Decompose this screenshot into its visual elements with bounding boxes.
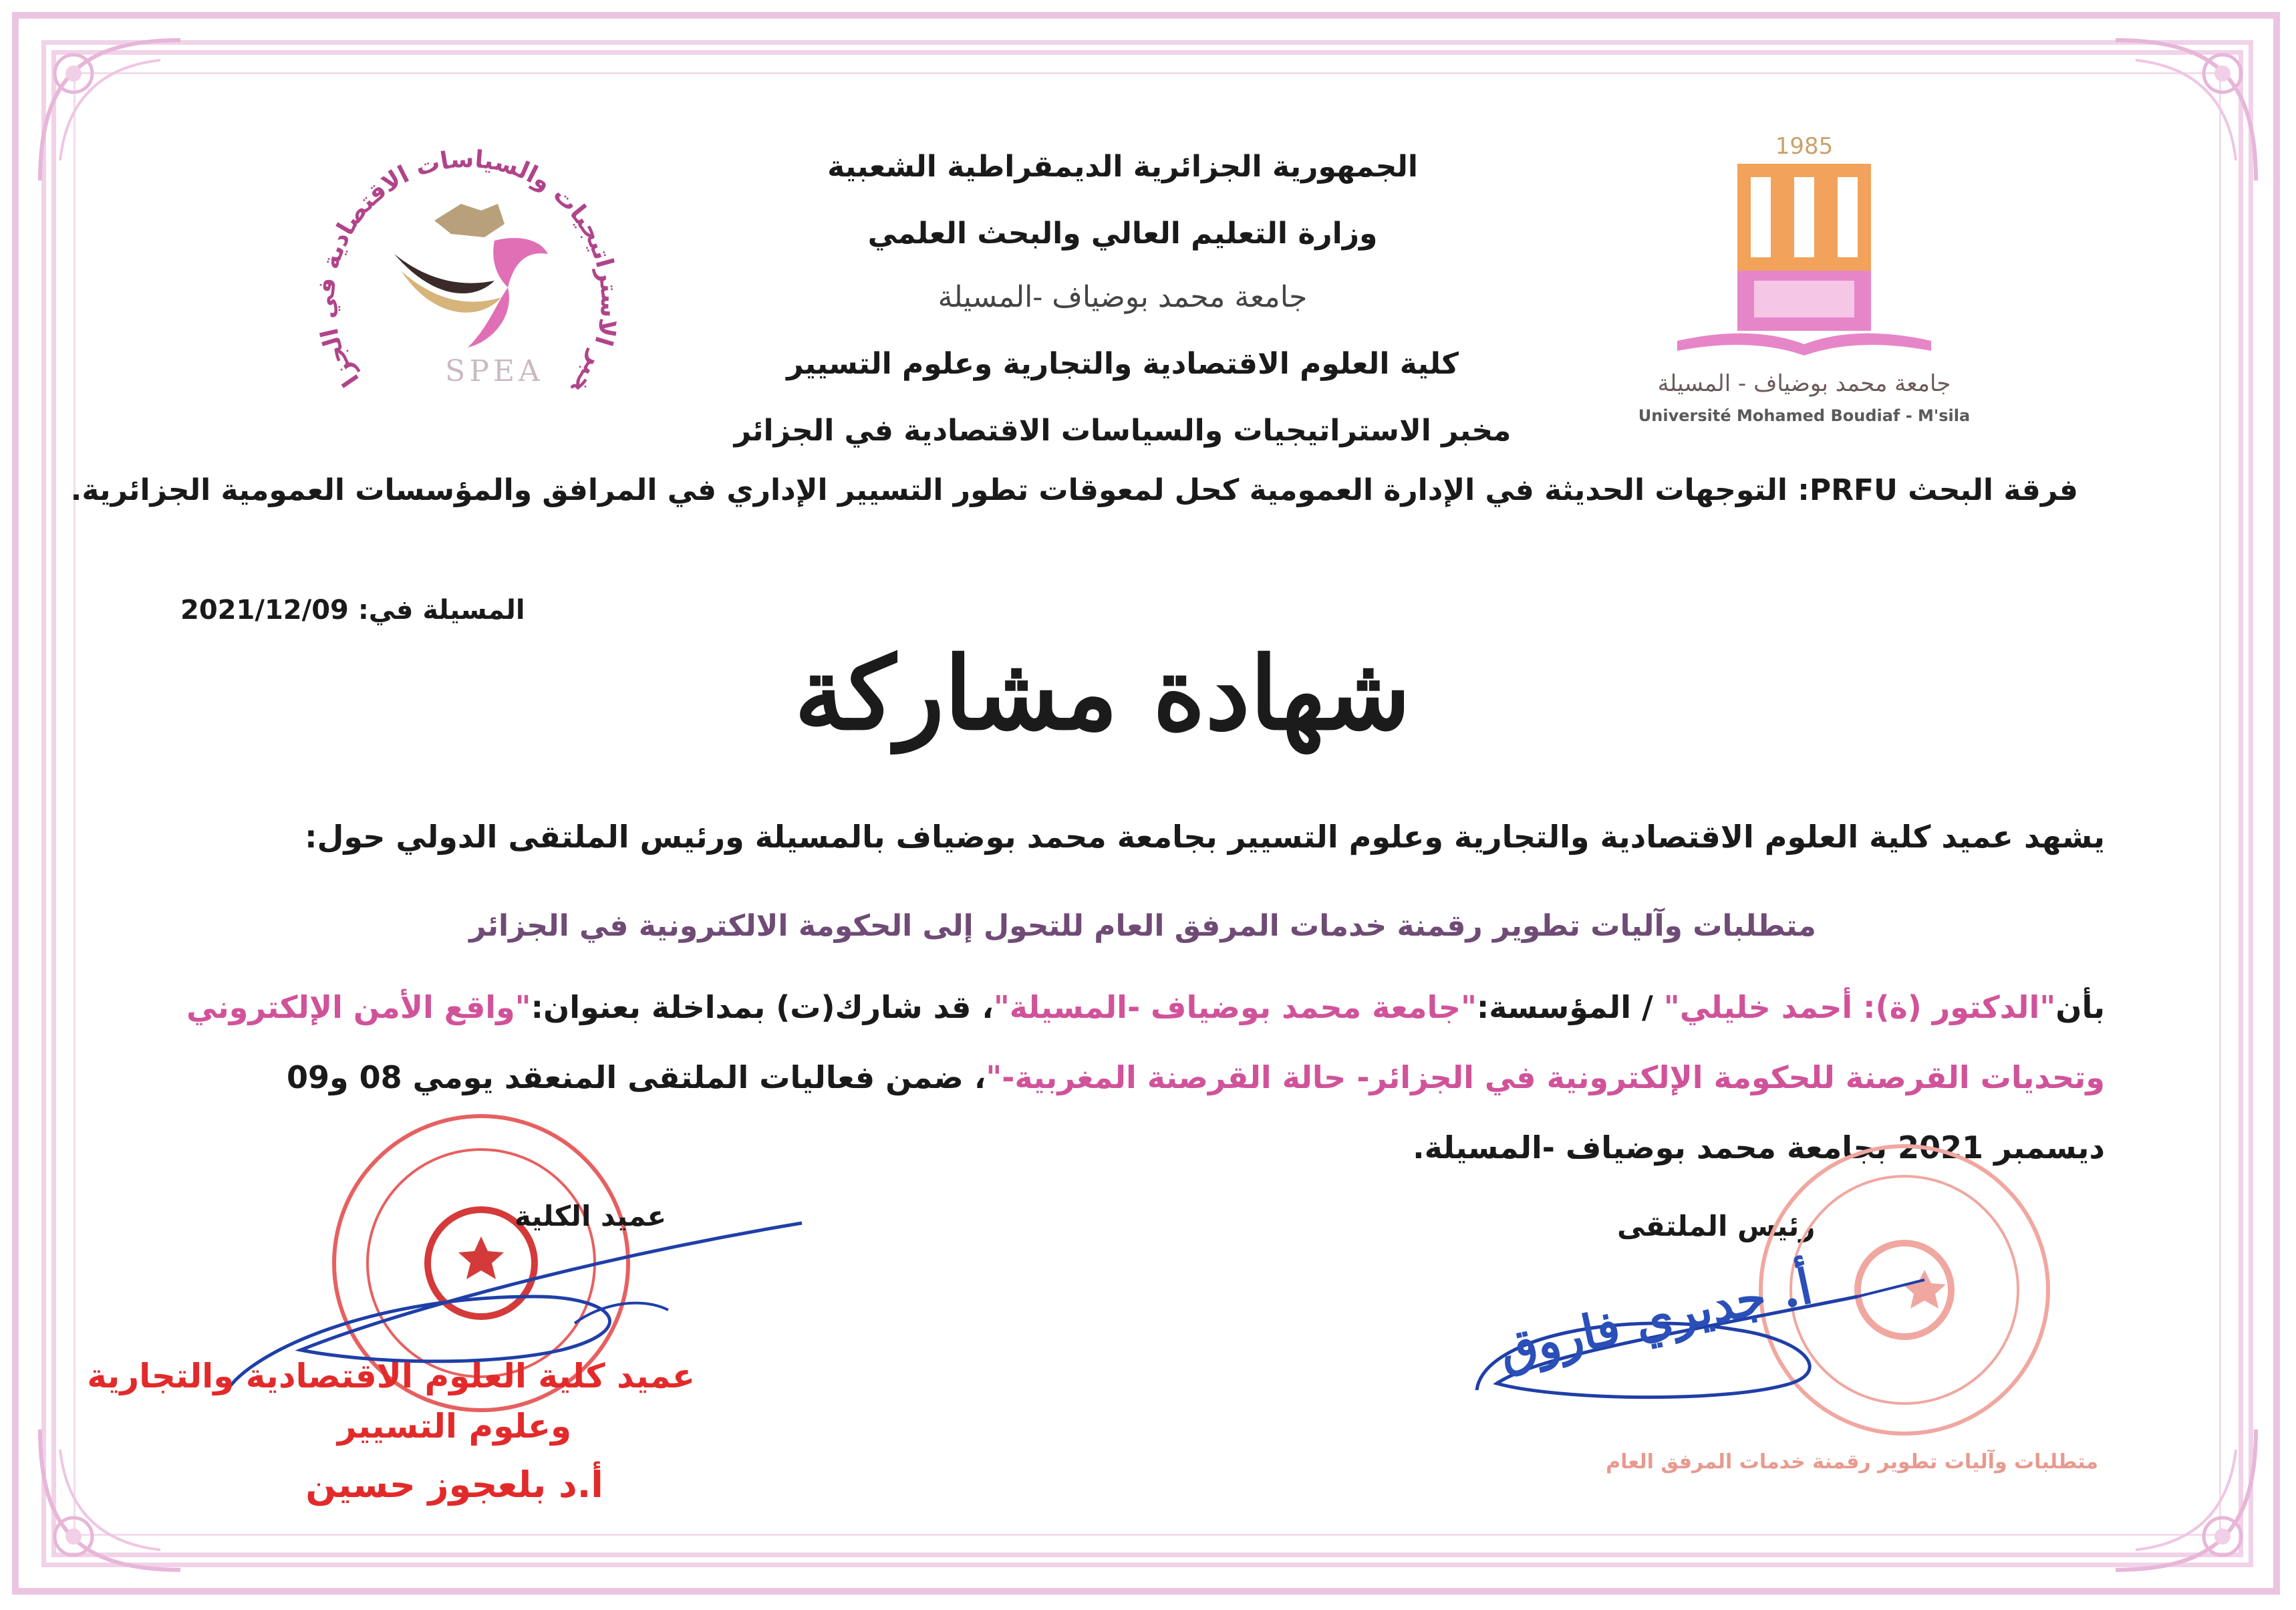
- header-lab: مخبر الاستراتيجيات والسياسات الاقتصادية في الجزائر: [734, 414, 1512, 448]
- university-logo: [1630, 127, 1978, 434]
- body-line-1: [186, 989, 2105, 1025]
- spea-acronym: SPEA: [445, 354, 544, 388]
- header-ministry: وزارة التعليم العالي والبحث العلمي: [867, 217, 1378, 251]
- header-faculty: كلية العلوم الاقتصادية والتجارية وعلوم التسيير: [786, 347, 1459, 381]
- research-team-line: فرقة البحث PRFU: التوجهات الحديثة في الإدارة العمومية كحل لمعوقات تطور التسيير الإداري في المرافق والمؤسسات العمومية الجزائرية.: [70, 473, 2078, 507]
- corner-ornament-icon: [2102, 27, 2269, 194]
- header-university: جامعة محمد بوضياف -المسيلة: [938, 280, 1308, 314]
- university-logo-icon: [1630, 127, 1978, 434]
- university-year: 1985: [1775, 133, 1834, 160]
- text-segment: / المؤسسة:: [1476, 989, 1653, 1025]
- stamp-caption: متطلبات وآليات تطوير رقمنة خدمات المرفق العام: [1606, 1450, 2098, 1474]
- dean-stamp-title-1: عميد كلية العلوم الاقتصادية والتجارية: [87, 1357, 695, 1395]
- spea-lab-logo: [294, 127, 641, 408]
- talk-title-part-2: وتحديات القرصنة للحكومة الإلكترونية في الجزائر- حالة القرصنة المغربية-": [986, 1059, 2105, 1095]
- dean-stamp-name: أ.د بلعجوز حسين: [305, 1464, 603, 1506]
- corner-ornament-icon: [27, 27, 194, 194]
- spea-logo-icon: [294, 127, 641, 408]
- university-arabic-name: جامعة محمد بوضياف - المسيلة: [1657, 370, 1951, 397]
- university-french-name: Université Mohamed Boudiaf - M'sila: [1638, 406, 1971, 425]
- dean-stamp-title-2: وعلوم التسيير: [337, 1407, 572, 1446]
- corner-ornament-icon: [27, 1416, 194, 1583]
- date-value: 2021/12/09: [180, 595, 349, 626]
- chair-title: رئيس الملتقى: [1617, 1210, 1816, 1242]
- participant-institution: "جامعة محمد بوضياف -المسيلة": [993, 989, 1477, 1025]
- chair-name-signature: أ. جديري فاروق: [1494, 1257, 1818, 1379]
- body-intro: يشهد عميد كلية العلوم الاقتصادية والتجارية وعلوم التسيير بجامعة محمد بوضياف بالمسيلة ورئيس الملتقى الدولي حول:: [305, 819, 2105, 855]
- body-line-2: [200, 1059, 2105, 1095]
- body-line-3: ديسمبر 2021 بجامعة محمد بوضياف -المسيلة.: [1413, 1129, 2105, 1166]
- conference-topic: متطلبات وآليات تطوير رقمنة خدمات المرفق العام للتحول إلى الحكومة الالكترونية في الجزائر: [469, 909, 1816, 943]
- talk-title-part-1: "واقع الأمن الإلكتروني: [186, 989, 531, 1025]
- text-segment: ، ضمن فعاليات الملتقى المنعقد يومي 08 و09: [287, 1059, 986, 1095]
- certificate-title: شهادة مشاركة: [794, 635, 1411, 753]
- corner-ornament-icon: [2102, 1416, 2269, 1583]
- issue-date: [180, 595, 525, 626]
- participant-name: "الدكتور (ة): أحمد خليلي": [1663, 989, 2056, 1025]
- text-segment: بأن: [2055, 989, 2105, 1025]
- spea-ring-text: خبر الاستراتيجيات والسياسات الاقتصادية في الجزا: [312, 145, 623, 400]
- text-segment: ، قد شارك(ت) بمداخلة بعنوان:: [531, 989, 994, 1025]
- header-republic: الجمهورية الجزائرية الديمقراطية الشعبية: [827, 150, 1418, 184]
- dean-title: عميد الكلية: [515, 1200, 667, 1232]
- date-label: المسيلة في:: [357, 595, 525, 626]
